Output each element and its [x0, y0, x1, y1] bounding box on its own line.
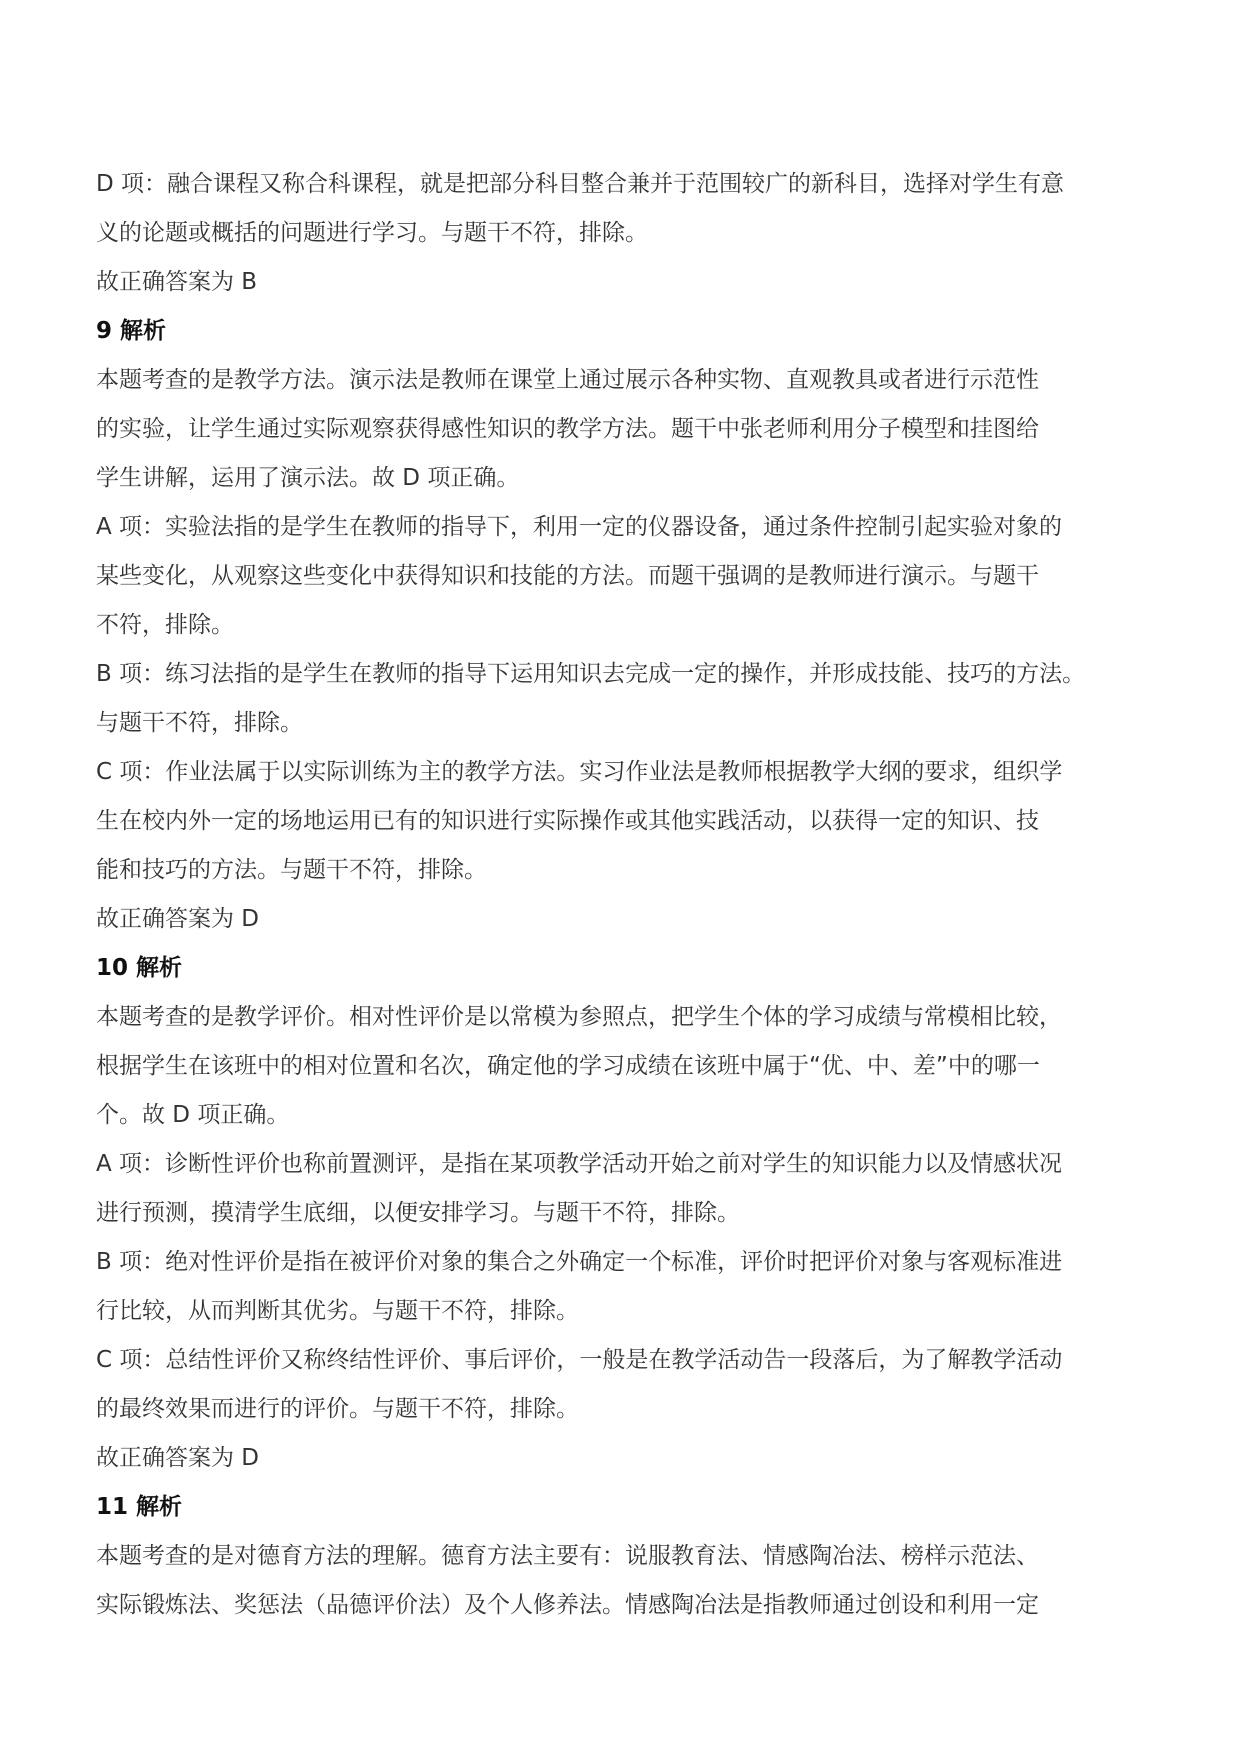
text-line: 个。故 D 项正确。 — [96, 1102, 290, 1128]
text-line: 故正确答案为 D — [96, 1445, 260, 1471]
text-line: 进行预测，摸清学生底细，以便安排学习。与题干不符，排除。 — [96, 1200, 740, 1226]
text-line: 本题考查的是对德育方法的理解。德育方法主要有：说服教育法、情感陶冶法、榜样示范法、 — [96, 1543, 1039, 1569]
text-line: 实际锻炼法、奖惩法（品德评价法）及个人修养法。情感陶冶法是指教师通过创设和利用一定 — [96, 1592, 1039, 1618]
text-line: 故正确答案为 B — [96, 269, 258, 295]
text-line: 的实验，让学生通过实际观察获得感性知识的教学方法。题干中张老师利用分子模型和挂图给 — [96, 416, 1039, 442]
text-line: 学生讲解，运用了演示法。故 D 项正确。 — [96, 465, 520, 491]
text-line: D 项：融合课程又称合科课程，就是把部分科目整合兼并于范围较广的新科目，选择对学生有意 — [96, 171, 1065, 197]
text-line: 某些变化，从观察这些变化中获得知识和技能的方法。而题干强调的是教师进行演示。与题干 — [96, 563, 1039, 589]
document-body — [96, 160, 1156, 1630]
text-line: 的最终效果而进行的评价。与题干不符，排除。 — [96, 1396, 579, 1422]
text-line: 本题考查的是教学方法。演示法是教师在课堂上通过展示各种实物、直观教具或者进行示范性 — [96, 367, 1039, 393]
text-line: 生在校内外一定的场地运用已有的知识进行实际操作或其他实践活动，以获得一定的知识、技 — [96, 808, 1039, 834]
text-line: 本题考查的是教学评价。相对性评价是以常模为参照点，把学生个体的学习成绩与常模相比较， — [96, 1004, 1062, 1030]
text-line: 与题干不符，排除。 — [96, 710, 303, 736]
text-line: B 项：绝对性评价是指在被评价对象的集合之外确定一个标准，评价时把评价对象与客观标准进 — [96, 1249, 1063, 1275]
section-heading: 10 解析 — [96, 955, 183, 981]
text-line: C 项：作业法属于以实际训练为主的教学方法。实习作业法是教师根据教学大纲的要求，组织学 — [96, 759, 1063, 785]
text-line: B 项：练习法指的是学生在教师的指导下运用知识去完成一定的操作，并形成技能、技巧的方法。 — [96, 661, 1086, 687]
section-heading: 9 解析 — [96, 318, 167, 344]
text-line: C 项：总结性评价又称终结性评价、事后评价，一般是在教学活动告一段落后，为了解教学活动 — [96, 1347, 1063, 1373]
text-line: 根据学生在该班中的相对位置和名次，确定他的学习成绩在该班中属于“优、中、差”中的哪一 — [96, 1053, 1040, 1079]
section-heading: 11 解析 — [96, 1494, 183, 1520]
text-line: 故正确答案为 D — [96, 906, 260, 932]
text-line: A 项：诊断性评价也称前置测评，是指在某项教学活动开始之前对学生的知识能力以及情感状况 — [96, 1151, 1063, 1177]
text-line: 能和技巧的方法。与题干不符，排除。 — [96, 857, 487, 883]
text-line: 义的论题或概括的问题进行学习。与题干不符，排除。 — [96, 220, 648, 246]
text-line: A 项：实验法指的是学生在教师的指导下，利用一定的仪器设备，通过条件控制引起实验对象的 — [96, 514, 1063, 540]
text-line: 行比较，从而判断其优劣。与题干不符，排除。 — [96, 1298, 579, 1324]
text-line: 不符，排除。 — [96, 612, 234, 638]
